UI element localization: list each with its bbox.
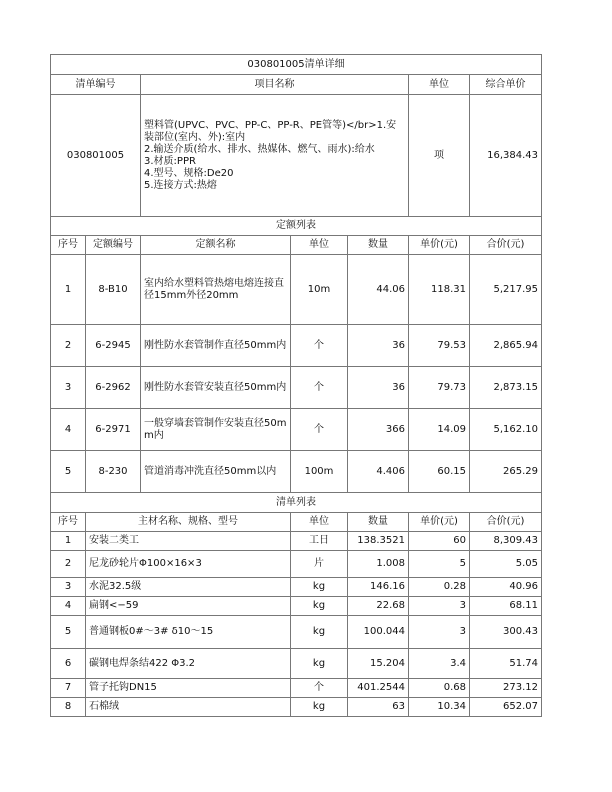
material-row xyxy=(51,698,542,717)
material-price: 3 xyxy=(409,616,470,649)
material-row xyxy=(51,551,542,578)
quota-total: 5,162.10 xyxy=(470,409,542,451)
quota-col-total: 合价(元) xyxy=(470,236,542,255)
material-no: 5 xyxy=(51,616,86,649)
material-row xyxy=(51,597,542,616)
material-qty: 15.204 xyxy=(348,649,409,679)
description-line: 塑料管(UPVC、PVC、PP-C、PP-R、PE管等)</br>1.安装部位(室内、外):室内 xyxy=(144,119,397,143)
quota-no: 5 xyxy=(51,451,86,493)
quota-col-name: 定额名称 xyxy=(141,236,291,255)
quota-no: 4 xyxy=(51,409,86,451)
material-unit: kg xyxy=(291,649,348,679)
quota-price: 60.15 xyxy=(409,451,470,493)
bill-item-row xyxy=(51,95,542,217)
material-total: 51.74 xyxy=(470,649,542,679)
unit-header: 单位 xyxy=(409,75,470,95)
description-line: 2.输送介质(给水、排水、热媒体、燃气、雨水):给水 xyxy=(144,143,375,155)
quota-price: 79.53 xyxy=(409,325,470,367)
quota-code: 8-B10 xyxy=(86,255,141,325)
quota-total: 2,873.15 xyxy=(470,367,542,409)
quota-price: 118.31 xyxy=(409,255,470,325)
material-row xyxy=(51,679,542,698)
quota-qty: 4.406 xyxy=(348,451,409,493)
material-name: 水泥32.5级 xyxy=(86,578,291,597)
quota-name: 刚性防水套管制作直径50mm内 xyxy=(141,325,291,367)
quota-total: 5,217.95 xyxy=(470,255,542,325)
quota-no: 3 xyxy=(51,367,86,409)
material-qty: 1.008 xyxy=(348,551,409,578)
quota-row xyxy=(51,325,542,367)
material-no: 3 xyxy=(51,578,86,597)
quota-unit: 个 xyxy=(291,325,348,367)
quota-code: 8-230 xyxy=(86,451,141,493)
description-line: 4.型号、规格:De20 xyxy=(144,167,234,179)
bill-header-row xyxy=(51,75,542,95)
material-total: 8,309.43 xyxy=(470,532,542,551)
bill-code: 030801005 xyxy=(51,95,141,217)
quota-section-title: 定额列表 xyxy=(51,217,542,236)
material-total: 300.43 xyxy=(470,616,542,649)
quota-col-price: 单价(元) xyxy=(409,236,470,255)
quota-total: 2,865.94 xyxy=(470,325,542,367)
material-row xyxy=(51,532,542,551)
quota-qty: 366 xyxy=(348,409,409,451)
material-col-qty: 数量 xyxy=(348,513,409,532)
material-unit: kg xyxy=(291,578,348,597)
material-name: 尼龙砂轮片Φ100×16×3 xyxy=(86,551,291,578)
material-no: 7 xyxy=(51,679,86,698)
materials-section-title: 清单列表 xyxy=(51,493,542,513)
material-row xyxy=(51,578,542,597)
quota-header-row xyxy=(51,236,542,255)
quota-row xyxy=(51,255,542,325)
quota-name: 管道消毒冲洗直径50mm以内 xyxy=(141,451,291,493)
material-unit: 个 xyxy=(291,679,348,698)
page-title: 030801005清单详细 xyxy=(51,55,542,75)
material-price: 3.4 xyxy=(409,649,470,679)
quota-name: 刚性防水套管安装直径50mm内 xyxy=(141,367,291,409)
material-qty: 138.3521 xyxy=(348,532,409,551)
quota-col-qty: 数量 xyxy=(348,236,409,255)
material-no: 2 xyxy=(51,551,86,578)
material-total: 652.07 xyxy=(470,698,542,717)
material-price: 3 xyxy=(409,597,470,616)
material-name: 普通钢板0#～3# δ10～15 xyxy=(86,616,291,649)
quota-name: 一般穿墙套管制作安装直径50mm内 xyxy=(141,409,291,451)
quota-col-code: 定额编号 xyxy=(86,236,141,255)
material-col-unit: 单位 xyxy=(291,513,348,532)
quota-price: 79.73 xyxy=(409,367,470,409)
material-unit: 片 xyxy=(291,551,348,578)
material-col-total: 合价(元) xyxy=(470,513,542,532)
material-qty: 22.68 xyxy=(348,597,409,616)
quota-qty: 36 xyxy=(348,325,409,367)
material-total: 40.96 xyxy=(470,578,542,597)
material-unit: kg xyxy=(291,698,348,717)
material-col-price: 单价(元) xyxy=(409,513,470,532)
material-total: 273.12 xyxy=(470,679,542,698)
material-price: 5 xyxy=(409,551,470,578)
material-price: 60 xyxy=(409,532,470,551)
quota-total: 265.29 xyxy=(470,451,542,493)
quota-name: 室内给水塑料管热熔电熔连接直径15mm外径20mm xyxy=(141,255,291,325)
material-col-name: 主材名称、规格、型号 xyxy=(86,513,291,532)
material-total: 5.05 xyxy=(470,551,542,578)
description-line: 5.连接方式:热熔 xyxy=(144,179,217,191)
material-no: 6 xyxy=(51,649,86,679)
material-price: 10.34 xyxy=(409,698,470,717)
material-unit: kg xyxy=(291,597,348,616)
quota-qty: 44.06 xyxy=(348,255,409,325)
quota-no: 1 xyxy=(51,255,86,325)
quota-qty: 36 xyxy=(348,367,409,409)
bill-detail-table xyxy=(50,54,542,717)
material-price: 0.28 xyxy=(409,578,470,597)
name-header: 项目名称 xyxy=(141,75,409,95)
price-header: 综合单价 xyxy=(470,75,542,95)
quota-code: 6-2962 xyxy=(86,367,141,409)
material-name: 扁钢<−59 xyxy=(86,597,291,616)
quota-row xyxy=(51,409,542,451)
material-qty: 63 xyxy=(348,698,409,717)
material-col-no: 序号 xyxy=(51,513,86,532)
quota-col-unit: 单位 xyxy=(291,236,348,255)
material-name: 碳钢电焊条结422 Φ3.2 xyxy=(86,649,291,679)
material-total: 68.11 xyxy=(470,597,542,616)
material-name: 石棉绒 xyxy=(86,698,291,717)
quota-unit: 个 xyxy=(291,409,348,451)
material-unit: kg xyxy=(291,616,348,649)
quota-unit: 个 xyxy=(291,367,348,409)
quota-unit: 100m xyxy=(291,451,348,493)
quota-code: 6-2971 xyxy=(86,409,141,451)
description-line: 3.材质:PPR xyxy=(144,155,196,167)
material-row xyxy=(51,649,542,679)
quota-unit: 10m xyxy=(291,255,348,325)
material-no: 4 xyxy=(51,597,86,616)
bill-price: 16,384.43 xyxy=(470,95,542,217)
bill-unit: 项 xyxy=(409,95,470,217)
material-no: 1 xyxy=(51,532,86,551)
material-qty: 146.16 xyxy=(348,578,409,597)
material-name: 安装二类工 xyxy=(86,532,291,551)
quota-no: 2 xyxy=(51,325,86,367)
quota-row xyxy=(51,451,542,493)
quota-row xyxy=(51,367,542,409)
material-row xyxy=(51,616,542,649)
material-unit: 工日 xyxy=(291,532,348,551)
code-header: 清单编号 xyxy=(51,75,141,95)
material-name: 管子托钩DN15 xyxy=(86,679,291,698)
materials-header-row xyxy=(51,513,542,532)
quota-code: 6-2945 xyxy=(86,325,141,367)
bill-description xyxy=(141,95,409,217)
material-price: 0.68 xyxy=(409,679,470,698)
material-qty: 401.2544 xyxy=(348,679,409,698)
quota-price: 14.09 xyxy=(409,409,470,451)
material-no: 8 xyxy=(51,698,86,717)
quota-col-no: 序号 xyxy=(51,236,86,255)
material-qty: 100.044 xyxy=(348,616,409,649)
